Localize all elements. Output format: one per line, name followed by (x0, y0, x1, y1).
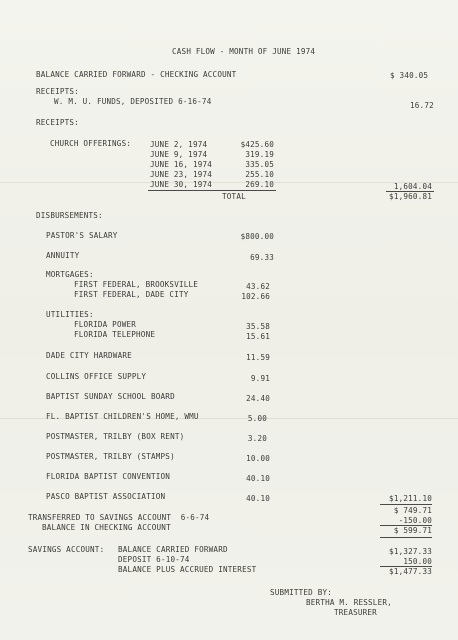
mortgage-item-label: FIRST FEDERAL, BROOKSVILLE (74, 280, 199, 289)
expense-label: COLLINS OFFICE SUPPLY (46, 372, 147, 381)
savings-item-amount: 150.00 (403, 557, 432, 566)
savings-item-amount: $1,477.33 (389, 567, 432, 576)
offering-date: JUNE 30, 1974 (150, 180, 213, 189)
offering-amount: 319.19 (245, 150, 274, 159)
offering-date: JUNE 2, 1974 (150, 140, 208, 149)
submitted-by-label: SUBMITTED BY: (270, 588, 333, 597)
expense-amount: 9.91 (250, 374, 270, 383)
offering-amount: 335.05 (245, 160, 274, 169)
offering-amount: 269.10 (245, 180, 274, 189)
expense-label: FL. BAPTIST CHILDREN'S HOME, WMU (46, 412, 199, 421)
savings-item-label: DEPOSIT 6-10-74 (118, 555, 190, 564)
transfer-amount: -150.00 (398, 516, 432, 525)
total-label: TOTAL (222, 192, 246, 201)
utilities-label: UTILITIES: (46, 310, 94, 319)
balance-forward-label: BALANCE CARRIED FORWARD - CHECKING ACCOUNT (36, 70, 237, 79)
expense-label: BAPTIST SUNDAY SCHOOL BOARD (46, 392, 175, 401)
transfer-label: TRANSFERRED TO SAVINGS ACCOUNT 6-6-74 (28, 513, 210, 522)
mortgage-item-label: FIRST FEDERAL, DADE CITY (74, 290, 189, 299)
balance-before-transfer: $ 749.71 (393, 506, 432, 515)
checking-balance-label: BALANCE IN CHECKING ACCOUNT (42, 523, 171, 532)
offerings-underline (148, 190, 276, 191)
annuity-amount: 69.33 (250, 253, 274, 262)
expense-label: DADE CITY HARDWARE (46, 351, 132, 360)
savings-item-label: BALANCE PLUS ACCRUED INTEREST (118, 565, 257, 574)
expense-label: PASCO BAPTIST ASSOCIATION (46, 492, 166, 501)
savings-account-label: SAVINGS ACCOUNT: (28, 545, 105, 554)
savings-item-label: BALANCE CARRIED FORWARD (118, 545, 228, 554)
mortgages-label: MORTGAGES: (46, 270, 94, 279)
expense-label: POSTMASTER, TRILBY (BOX RENT) (46, 432, 185, 441)
receipts-heading: RECEIPTS: (36, 87, 79, 96)
expense-amount: 40.10 (246, 474, 270, 483)
disbursements-underline (380, 504, 432, 505)
expense-amount: 11.59 (246, 353, 270, 362)
utility-item-label: FLORIDA POWER (74, 320, 137, 329)
treasurer-name: BERTHA M. RESSLER, (306, 598, 392, 607)
offering-amount: $425.60 (240, 140, 274, 149)
offering-date: JUNE 23, 1974 (150, 170, 213, 179)
disbursements-heading: DISBURSEMENTS: (36, 211, 103, 220)
expense-label: FLORIDA BAPTIST CONVENTION (46, 472, 171, 481)
total-amount: $1,960.81 (389, 192, 432, 201)
church-offerings-label: CHURCH OFFERINGS: (50, 139, 132, 148)
expense-amount: 3.20 (247, 434, 267, 443)
expense-amount: 10.00 (246, 454, 270, 463)
pastor-salary-label: PASTOR'S SALARY (46, 231, 118, 240)
treasurer-title: TREASURER (334, 608, 377, 617)
offering-amount: 255.10 (245, 170, 274, 179)
balance-forward-amount: $ 340.05 (390, 71, 429, 80)
checking-balance-amount: $ 599.71 (393, 526, 432, 535)
checking-balance-double-underline (380, 537, 432, 538)
expense-label: POSTMASTER, TRILBY (STAMPS) (46, 452, 175, 461)
wmu-funds-amount: 16.72 (410, 101, 434, 110)
expense-amount: 40.10 (246, 494, 270, 503)
mortgage-item-amount: 43.62 (246, 282, 270, 291)
offering-date: JUNE 16, 1974 (150, 160, 213, 169)
disbursements-total: $1,211.10 (389, 494, 432, 503)
savings-item-amount: $1,327.33 (389, 547, 432, 556)
receipts-heading-2: RECEIPTS: (36, 118, 79, 127)
expense-amount: 24.40 (246, 394, 270, 403)
document-title: CASH FLOW - MONTH OF JUNE 1974 (172, 47, 316, 56)
offering-date: JUNE 9, 1974 (150, 150, 208, 159)
wmu-funds-label: W. M. U. FUNDS, DEPOSITED 6-16-74 (54, 97, 212, 106)
utility-item-amount: 15.61 (246, 332, 270, 341)
mortgage-item-amount: 102.66 (241, 292, 270, 301)
pastor-salary-amount: $800.00 (240, 232, 274, 241)
utility-item-amount: 35.58 (246, 322, 270, 331)
expense-amount: 5.00 (247, 414, 267, 423)
offerings-sum: 1,604.04 (393, 182, 432, 191)
annuity-label: ANNUITY (46, 251, 80, 260)
utility-item-label: FLORIDA TELEPHONE (74, 330, 156, 339)
